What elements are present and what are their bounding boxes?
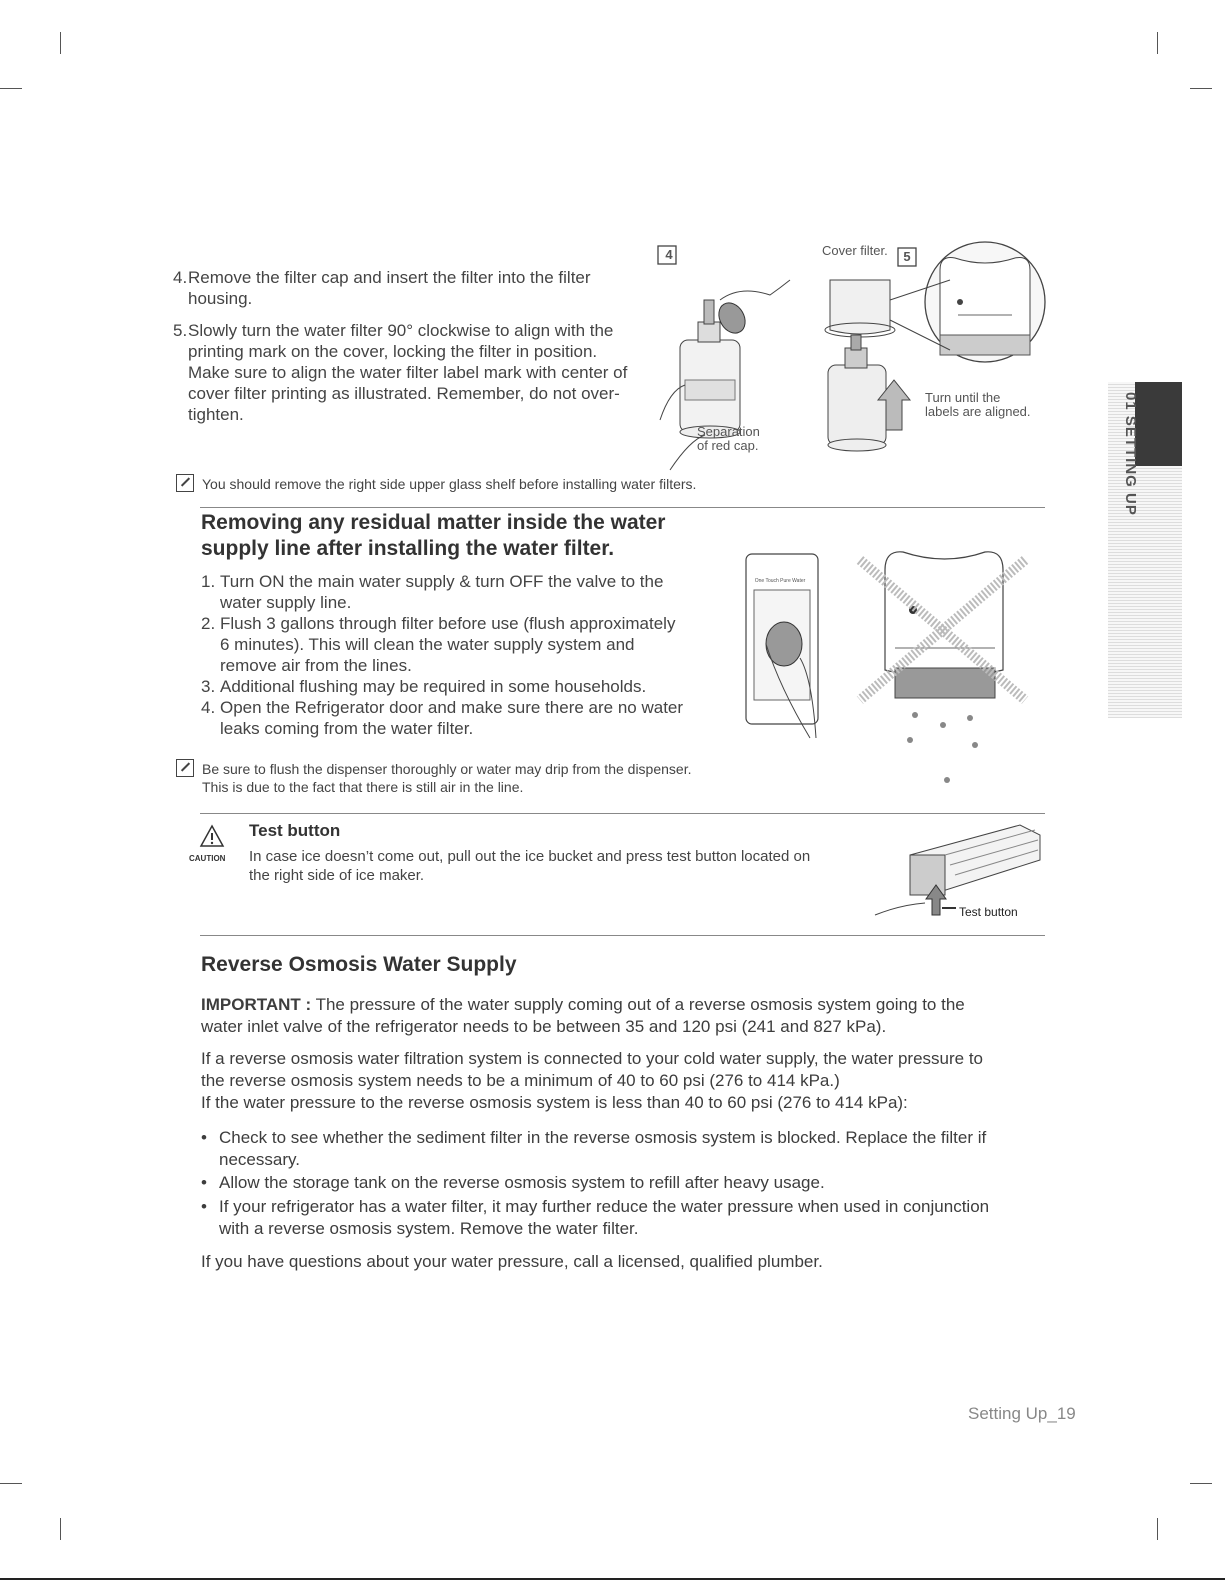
crossed-out-filter-figure bbox=[855, 540, 1035, 785]
step-number: 4. bbox=[173, 268, 188, 287]
step-text bbox=[220, 613, 675, 676]
step-text bbox=[188, 320, 627, 425]
caption-line: labels are aligned. bbox=[925, 404, 1031, 419]
caution-line: In case ice doesn’t come out, pull out the ice bucket and press test button located on bbox=[249, 848, 811, 865]
note-text bbox=[202, 760, 691, 796]
step-text bbox=[188, 267, 591, 309]
important-line: water inlet valve of the refrigerator needs to be between 35 and 120 psi (241 and 827 kPa). bbox=[201, 1017, 887, 1036]
note-icon bbox=[176, 759, 194, 777]
page-number: Setting Up_19 bbox=[968, 1404, 1076, 1423]
list-item-text bbox=[219, 1196, 989, 1240]
note-icon bbox=[176, 474, 194, 492]
paragraph-line: If a reverse osmosis water filtration system is connected to your cold water supply, the water pressure to bbox=[201, 1049, 984, 1068]
crop-mark bbox=[1190, 88, 1212, 89]
step-line: 6 minutes). This will clean the water supply system and bbox=[220, 635, 635, 654]
caution-text bbox=[249, 847, 810, 885]
step-line: remove air from the lines. bbox=[220, 656, 412, 675]
list-line: Check to see whether the sediment filter in the reverse osmosis system is blocked. Replace the filter if bbox=[219, 1128, 987, 1147]
step-number: 1. bbox=[201, 572, 216, 591]
step-number: 4. bbox=[201, 698, 216, 717]
section-divider bbox=[200, 935, 1045, 936]
side-tab-active-block bbox=[1135, 382, 1182, 466]
important-paragraph bbox=[201, 994, 1061, 1038]
crop-mark bbox=[1157, 1518, 1158, 1540]
caution-label: CAUTION bbox=[189, 854, 226, 863]
caution-icon bbox=[199, 824, 225, 848]
test-button-caption: Test button bbox=[959, 905, 1018, 919]
heading-line: Removing any residual matter inside the water bbox=[201, 511, 666, 534]
crop-mark bbox=[1190, 1483, 1212, 1484]
list-line: If your refrigerator has a water filter, it may further reduce the water pressure when used in conjunction bbox=[219, 1197, 990, 1216]
step-line: tighten. bbox=[188, 405, 244, 424]
caption-line: Separation bbox=[697, 424, 760, 439]
important-label: IMPORTANT : bbox=[201, 995, 312, 1014]
step-line: Make sure to align the water filter label mark with center of bbox=[188, 363, 628, 382]
crop-mark bbox=[60, 32, 61, 54]
step-line: Turn ON the main water supply & turn OFF the valve to the bbox=[220, 572, 664, 591]
step-number: 5. bbox=[173, 321, 188, 340]
list-line: Allow the storage tank on the reverse osmosis system to refill after heavy usage. bbox=[219, 1173, 825, 1192]
list-item-text bbox=[219, 1127, 986, 1171]
crop-mark bbox=[0, 88, 22, 89]
pressure-paragraph bbox=[201, 1048, 1061, 1114]
crop-mark bbox=[0, 1483, 22, 1484]
step-line: cover filter printing as illustrated. Remember, do not over- bbox=[188, 384, 620, 403]
paragraph-line: If the water pressure to the reverse osmosis system is less than 40 to 60 psi (276 to 414 kPa): bbox=[201, 1093, 908, 1112]
section-divider bbox=[200, 813, 1045, 814]
step-number: 2. bbox=[201, 614, 216, 633]
separation-caption bbox=[697, 425, 760, 453]
step-line: Open the Refrigerator door and make sure there are no water bbox=[220, 698, 684, 717]
step-line: water supply line. bbox=[220, 593, 352, 612]
paragraph-line: the reverse osmosis system needs to be a minimum of 40 to 60 psi (276 to 414 kPa.) bbox=[201, 1071, 840, 1090]
crop-mark bbox=[60, 1518, 61, 1540]
step-text bbox=[220, 676, 646, 697]
list-line: with a reverse osmosis system. Remove the water filter. bbox=[219, 1219, 639, 1238]
important-text: The pressure of the water supply coming out of a reverse osmosis system going to the bbox=[311, 995, 965, 1014]
section-heading bbox=[201, 510, 665, 562]
step-line: Additional flushing may be required in some households. bbox=[220, 677, 647, 696]
caution-line: the right side of ice maker. bbox=[249, 867, 425, 884]
list-line: necessary. bbox=[219, 1150, 300, 1169]
note-line: Be sure to flush the dispenser thoroughly or water may drip from the dispenser. bbox=[202, 761, 692, 777]
step-line: Slowly turn the water filter 90° clockwise to align with the bbox=[188, 321, 614, 340]
cover-filter-caption: Cover filter. bbox=[822, 243, 888, 258]
step5-label: 5 bbox=[903, 249, 911, 264]
step-line: printing mark on the cover, locking the filter in position. bbox=[188, 342, 598, 361]
dispenser-label: One Touch Pure Water bbox=[754, 578, 806, 584]
turn-caption bbox=[925, 391, 1031, 419]
side-tab bbox=[1108, 382, 1182, 718]
bullet-dot: • bbox=[201, 1197, 207, 1216]
step-line: housing. bbox=[188, 289, 253, 308]
caption-line: Turn until the bbox=[925, 390, 1001, 405]
step-line: Flush 3 gallons through filter before use (flush approximately bbox=[220, 614, 676, 633]
step-number: 3. bbox=[201, 677, 216, 696]
closing-paragraph: If you have questions about your water pressure, call a licensed, qualified plumber. bbox=[201, 1252, 823, 1271]
side-tab-label: 01 SETTING UP bbox=[1122, 392, 1139, 516]
caution-title: Test button bbox=[249, 821, 341, 840]
step-line: Remove the filter cap and insert the filter into the filter bbox=[188, 268, 591, 287]
crop-mark bbox=[1157, 32, 1158, 54]
section-heading: Reverse Osmosis Water Supply bbox=[201, 953, 517, 976]
caption-line: of red cap. bbox=[697, 438, 759, 453]
bullet-dot: • bbox=[201, 1173, 207, 1192]
step-text bbox=[220, 571, 663, 613]
step-text bbox=[220, 697, 683, 739]
bullet-dot: • bbox=[201, 1128, 207, 1147]
section-divider bbox=[200, 507, 1045, 508]
note-line: This is due to the fact that there is still air in the line. bbox=[202, 779, 524, 795]
heading-line: supply line after installing the water filter. bbox=[201, 537, 615, 560]
note-text: You should remove the right side upper glass shelf before installing water filters. bbox=[202, 476, 697, 492]
step4-label: 4 bbox=[665, 247, 673, 262]
list-item-text bbox=[219, 1172, 825, 1194]
page-bottom-rule bbox=[0, 1578, 1225, 1580]
step-line: leaks coming from the water filter. bbox=[220, 719, 474, 738]
